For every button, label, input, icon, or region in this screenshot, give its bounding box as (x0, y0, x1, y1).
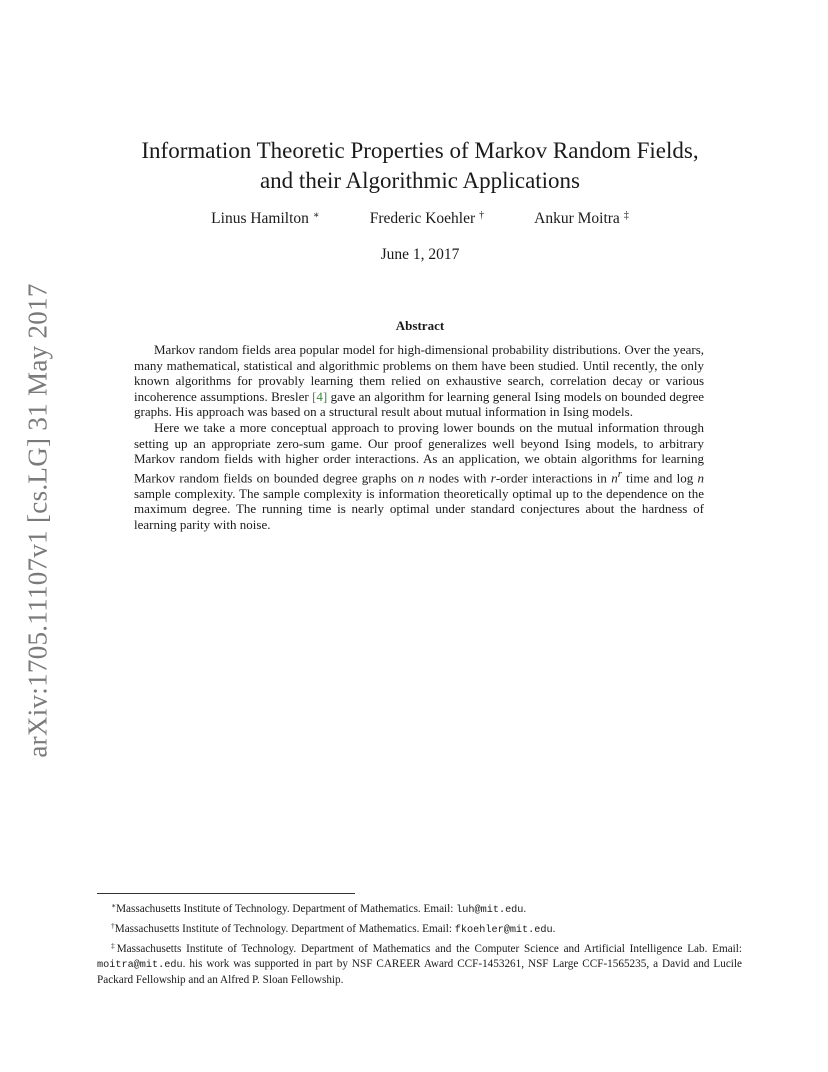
email-address: luh@mit.edu (456, 905, 524, 916)
math-var: r (617, 467, 622, 480)
paper-date: June 1, 2017 (380, 246, 460, 263)
arxiv-side-stamp (18, 280, 58, 760)
author-list (100, 210, 740, 228)
title-line-1: Information Theoretic Properties of Markov Random Fields, (141, 138, 699, 163)
author: Ankur Moitra ‡ (534, 210, 629, 227)
math-var: n (611, 470, 618, 486)
footnote: ‡Massachusetts Institute of Technology. Department of Mathematics and the Computer Science and Artificial Intelligence Lab. Email: moitra@mit.edu. his work was supported in part by NSF CAREER Award CCF-1453261, NSF Large CCF-1565235, a David and Lucile Packard Fellowship and an Alfred P. Sloan Fellowship. (97, 941, 742, 986)
author: Frederic Koehler † (369, 210, 485, 227)
footnote: †Massachusetts Institute of Technology. Department of Mathematics. Email: fkoehler@mit.edu. (111, 921, 556, 936)
footnote: ∗Massachusetts Institute of Technology. Department of Mathematics. Email: luh@mit.edu. (111, 901, 527, 916)
abstract-heading: Abstract (395, 318, 445, 333)
abstract-body (134, 342, 704, 532)
author-footnote-mark: † (479, 210, 485, 221)
author: Linus Hamilton ∗ (211, 210, 320, 227)
author-footnote-mark: ‡ (623, 210, 629, 221)
math-var: n (697, 470, 704, 486)
citation-link[interactable]: [4] (312, 388, 328, 404)
abstract-paragraph: Here we take a more conceptual approach to proving lower bounds on the mutual information through setting up an appropriate zero-sum game. Our proof generalizes well beyond Ising models, to arbitrary Markov random fields with higher order interactions. As an application, we obtain algorithms for learning Markov random fields on bounded degree graphs on n nodes with r-order interactions in $n^r$ time and log n sample complexity. The sample complexity is information theoretically optimal up to the dependence on the maximum degree. The running time is nearly optimal under standard conjectures about the hardness of learning parity with noise. (134, 419, 704, 532)
math-var: n (418, 470, 425, 486)
title-line-2: and their Algorithmic Applications (259, 168, 581, 193)
email-address: fkoehler@mit.edu (454, 925, 553, 936)
abstract-paragraph: Markov random fields area popular model for high-dimensional probability distributions. Over the years, many mathematical, statistical and algorithmic problems on them have been studied. Until recently, the only known algorithms for provably learning them relied on exhaustive search, correlation decay or various incoherence assumptions. Bresler [4] gave an algorithm for learning general Ising models on bounded degree graphs. His approach was based on a structural result about mutual information in Ising models. (134, 342, 704, 420)
email-address: moitra@mit.edu (97, 960, 183, 971)
paper-title (100, 136, 740, 196)
math-var: r (490, 470, 496, 486)
author-footnote-mark: ∗ (312, 210, 320, 221)
footnote-divider (97, 893, 355, 894)
footnotes (97, 898, 742, 988)
arxiv-identifier: arXiv:1705.11107v1 [cs.LG] 31 May 2017 (22, 282, 53, 758)
